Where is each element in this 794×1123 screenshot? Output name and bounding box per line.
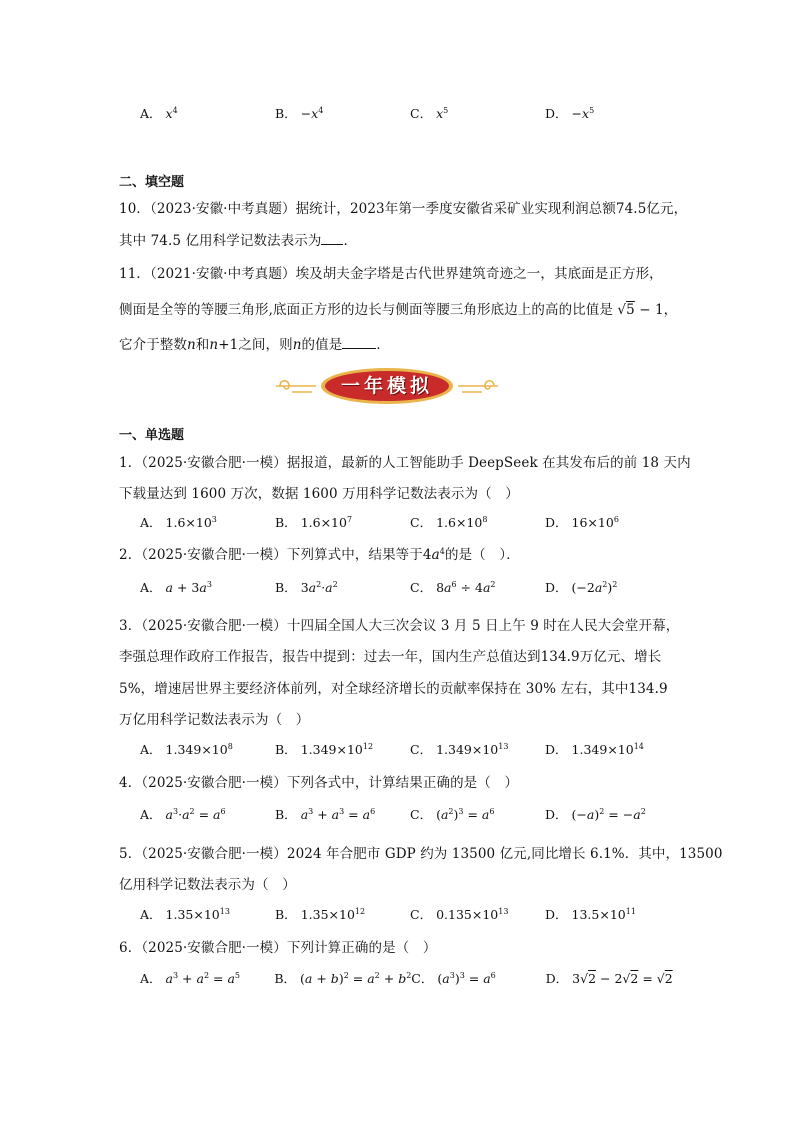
option-b: B． $-x^4$ bbox=[275, 106, 324, 121]
option-a: A． $1.349\times 10^8$ bbox=[140, 742, 233, 757]
q11-line3: 它介于整数n和n+1之间，则n的值是 ． bbox=[119, 337, 390, 353]
option-b: B． $1.6\times 10^7$ bbox=[275, 515, 353, 530]
q9-options bbox=[140, 104, 680, 124]
q10-line2: 其中 74.5 亿用科学记数法表示为 ． bbox=[119, 233, 358, 249]
q3-line4: 万亿用科学记数法表示为（ ） bbox=[119, 712, 310, 728]
q1-line1: 1．（2025·安徽合肥·一模）据报道，最新的人工智能助手 DeepSeek 在其发布后的前 18 天内 bbox=[119, 455, 691, 471]
q3-line2: 李强总理作政府工作报告，报告中提到：过去一年，国内生产总值达到134.9万亿元、增长 bbox=[119, 649, 662, 665]
q2-options bbox=[140, 578, 680, 598]
option-d: D． $13.5\times 10^{11}$ bbox=[545, 907, 636, 922]
q3-options bbox=[140, 740, 680, 760]
answer-blank bbox=[321, 232, 343, 245]
option-c: C． $(a^2)^3 = a^6$ bbox=[410, 807, 495, 822]
option-b: B． $1.35\times 10^{12}$ bbox=[275, 907, 366, 922]
option-c: C． $1.349\times 10^{13}$ bbox=[410, 742, 509, 757]
option-a: A． $a + 3a^3$ bbox=[140, 580, 212, 595]
q10-line1: 10．（2023·安徽·中考真题）据统计，2023年第一季度安徽省采矿业实现利润总额74.5亿元， bbox=[119, 201, 688, 217]
option-c: C． $8a^6 \div 4a^2$ bbox=[410, 580, 496, 595]
q6-options bbox=[140, 969, 680, 989]
q4-options bbox=[140, 805, 680, 825]
option-b: B． $1.349\times 10^{12}$ bbox=[275, 742, 374, 757]
q3-line1: 3．（2025·安徽合肥·一模）十四届全国人大三次会议 3 月 5 日上午 9 时在人民大会堂开幕， bbox=[119, 618, 680, 634]
option-d: D． 3√2 − 2√2 = √2 bbox=[545, 971, 673, 986]
option-c: C． $1.6\times 10^8$ bbox=[410, 515, 488, 530]
option-a: A． $a^3 + a^2 = a^5$ bbox=[140, 971, 241, 986]
option-d: D． $1.349\times 10^{14}$ bbox=[545, 742, 644, 757]
option-d: D． $(-2a^2)^2$ bbox=[545, 580, 618, 595]
option-a: A． $a^3\cdot a^2 = a^6$ bbox=[140, 807, 226, 822]
q6-line1: 6．（2025·安徽合肥·一模）下列计算正确的是（ ） bbox=[119, 940, 437, 956]
q11-line1: 11．（2021·安徽·中考真题）埃及胡夫金字塔是古代世界建筑奇迹之一，其底面是正方形， bbox=[119, 266, 663, 282]
option-c: C． $x^5$ bbox=[410, 106, 449, 121]
q5-options bbox=[140, 905, 680, 925]
option-a: A． $1.6\times 10^3$ bbox=[140, 515, 217, 530]
option-a: A． $1.35\times 10^{13}$ bbox=[140, 907, 230, 922]
section-heading-fill: 二、填空题 bbox=[119, 175, 185, 190]
banner-title: 一年模拟 bbox=[340, 375, 433, 397]
q4-line1: 4．（2025·安徽合肥·一模）下列各式中，计算结果正确的是（ ） bbox=[119, 775, 519, 791]
option-d: D． $(-a)^2 = -a^2$ bbox=[545, 807, 646, 822]
q1-line2: 下载量达到 1600 万次，数据 1600 万用科学记数法表示为（ ） bbox=[119, 486, 519, 502]
option-c: C． $0.135\times 10^{13}$ bbox=[410, 907, 509, 922]
option-c: C． $(a^3)^3 = a^6$ bbox=[411, 971, 496, 986]
q3-line3: 5%，增速居世界主要经济体前列，对全球经济增长的贡献率保持在 30% 左右，其中134.9 bbox=[119, 681, 668, 697]
answer-blank bbox=[342, 336, 376, 349]
q5-line1: 5．（2025·安徽合肥·一模）2024 年合肥市 GDP 约为 13500 亿元,同比增长 6.1%．其中，13500 bbox=[119, 846, 723, 862]
option-d: D． $16\times 10^6$ bbox=[545, 515, 619, 530]
option-d: D． $-x^5$ bbox=[545, 106, 595, 121]
option-b: B． $a^3 + a^3 = a^6$ bbox=[275, 807, 376, 822]
option-b: B． $(a + b)^2 = a^2 + b^2$ bbox=[274, 971, 412, 986]
q1-options bbox=[140, 513, 680, 533]
q11-line2: 侧面是全等的等腰三角形,底面正方形的边长与侧面等腰三角形底边上的高的比值是 √5 − 1， bbox=[119, 302, 678, 318]
q5-line2: 亿用科学记数法表示为（ ） bbox=[119, 877, 296, 893]
option-b: B． $3a^2\cdot a^2$ bbox=[275, 580, 338, 595]
q2-line1: 2．（2025·安徽合肥·一模）下列算式中，结果等于$4a^4$的是（ ）． bbox=[119, 547, 520, 563]
section-banner bbox=[272, 362, 502, 410]
section-heading-single: 一、单选题 bbox=[119, 428, 185, 443]
option-a: A． $x^4$ bbox=[140, 106, 178, 121]
